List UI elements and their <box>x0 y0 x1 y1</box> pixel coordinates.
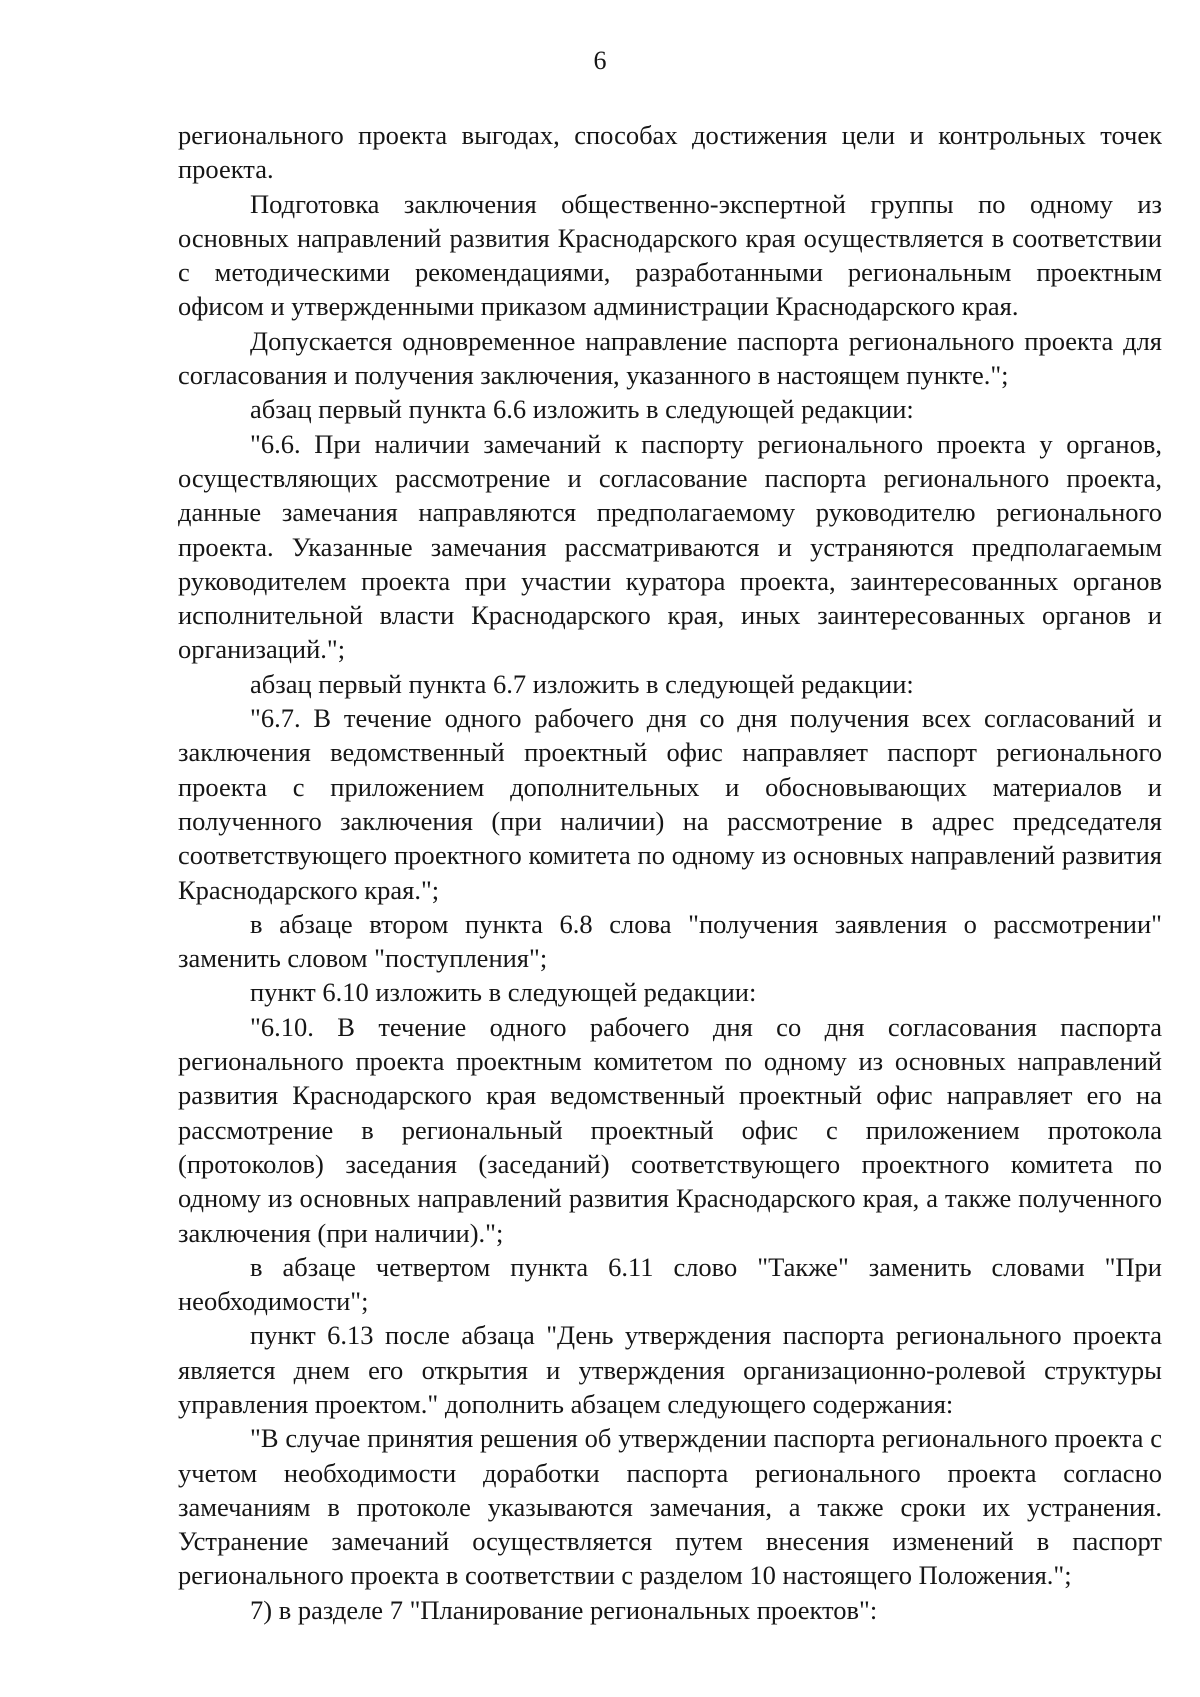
paragraph-clause-6-10: "6.10. В течение одного рабочего дня со дня согласования паспорта регионального проекта проектным комитетом по одному из основных направлений развития Краснодарского края ведомственный проектный офис направляет его на рассмотрение в региональный проектный офис с приложением протокола (протоколов) заседания (заседаний) соответствующего проектного комитета по одному из основных направлений развития Краснодарского края, а также полученного заключения (при наличии)."; <box>178 1011 1162 1248</box>
paragraph-section-7-heading: 7) в разделе 7 "Планирование региональных проектов": <box>250 1594 878 1625</box>
page-number: 6 <box>593 46 607 75</box>
paragraph-expert-group-conclusion: Подготовка заключения общественно-экспертной группы по одному из основных направлений развития Краснодарского края осуществляется в соответствии с методическими рекомендациями, разработанными региональным проектным офисом и утвержденными приказом администрации Краснодарского края. <box>178 188 1162 322</box>
paragraph-amend-6-6-intro: абзац первый пункта 6.6 изложить в следующей редакции: <box>250 394 914 425</box>
paragraph-continuation: регионального проекта выгодах, способах достижения цели и контрольных точек проекта. <box>178 120 1162 185</box>
document-body <box>178 118 1162 1627</box>
paragraph-simultaneous-submission: Допускается одновременное направление паспорта регионального проекта для согласования и получения заключения, указанного в настоящем пункте."; <box>178 325 1162 391</box>
paragraph-clause-6-7: "6.7. В течение одного рабочего дня со дня получения всех согласований и заключения ведомственный проектный офис направляет паспорт регионального проекта с приложением дополнительных и обосновывающих материалов и полученного заключения (при наличии) на рассмотрение в адрес председателя соответствующего проектного комитета по одному из основных направлений развития Краснодарского края."; <box>178 703 1162 905</box>
paragraph-amend-6-7-intro: абзац первый пункта 6.7 изложить в следующей редакции: <box>250 668 914 699</box>
paragraph-clause-6-6: "6.6. При наличии замечаний к паспорту регионального проекта у органов, осуществляющих рассмотрение и согласование паспорта регионального проекта, данные замечания направляются предполагаемому руководителю регионального проекта. Указанные замечания рассматриваются и устраняются предполагаемым руководителем проекта при участии куратора проекта, заинтересованных органов исполнительной власти Краснодарского края, иных заинтересованных органов и организаций."; <box>178 428 1162 665</box>
paragraph-amend-6-11: в абзаце четвертом пункта 6.11 слово "Также" заменить словами "При необходимости"; <box>178 1251 1162 1317</box>
paragraph-amend-6-10-intro: пункт 6.10 изложить в следующей редакции: <box>250 977 757 1008</box>
paragraph-clause-6-13-addition: "В случае принятия решения об утверждении паспорта регионального проекта с учетом необходимости доработки паспорта регионального проекта согласно замечаниям в протоколе указываются замечания, а также сроки их устранения. Устранение замечаний осуществляется путем внесения изменений в паспорт регионального проекта в соответствии с разделом 10 настоящего Положения."; <box>178 1423 1162 1591</box>
paragraph-amend-6-13-intro: пункт 6.13 после абзаца "День утверждения паспорта регионального проекта является днем его открытия и утверждения организационно-ролевой структуры управления проектом." дополнить абзацем следующего содержания: <box>178 1320 1162 1419</box>
paragraph-amend-6-8: в абзаце втором пункта 6.8 слова "получения заявления о рассмотрении" заменить словом "поступления"; <box>178 908 1162 974</box>
